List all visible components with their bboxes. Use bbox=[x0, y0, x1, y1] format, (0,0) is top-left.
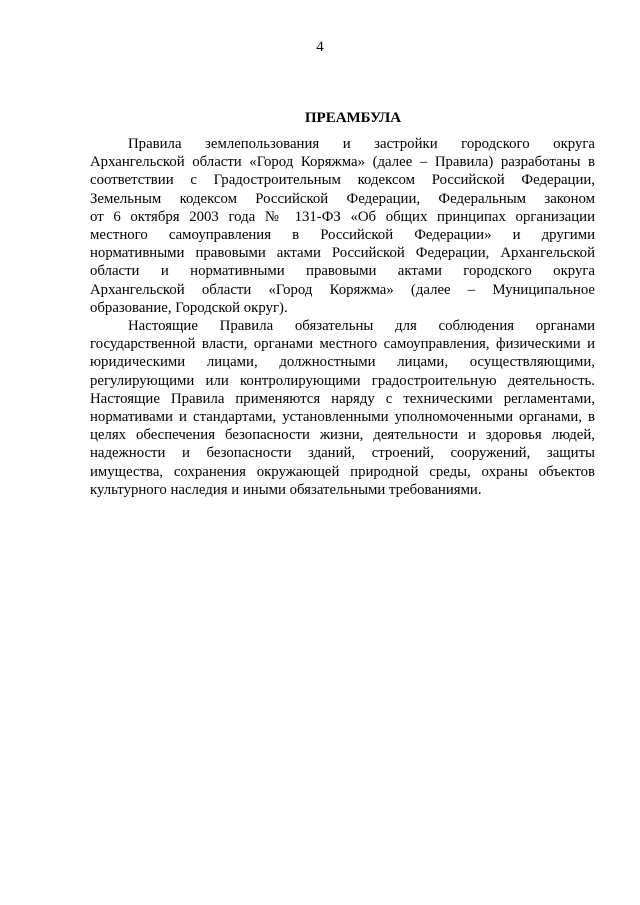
text-line: надежности и безопасности зданий, строений, сооружений, защиты bbox=[90, 445, 595, 462]
text-line: нормативами и стандартами, установленными уполномоченными органами, в bbox=[90, 409, 595, 426]
text-line: образование, Городской округ). bbox=[90, 299, 288, 316]
paragraph-1 bbox=[90, 135, 595, 317]
text-line: местного самоуправления в Российской Федерации» и другими bbox=[90, 227, 595, 244]
text-line: Настоящие Правила применяются наряду с техническими регламентами, bbox=[90, 390, 595, 407]
text-line: нормативными правовыми актами Российской Федерации, Архангельской bbox=[90, 245, 595, 262]
text-line: регулирующими или контролирующими градостроительную деятельность. bbox=[90, 372, 595, 389]
text-line: юридическими лицами, должностными лицами, осуществляющими, bbox=[90, 354, 595, 371]
section-heading: ПРЕАМБУЛА bbox=[304, 110, 402, 126]
text-line: Настоящие Правила обязательны для соблюдения органами bbox=[128, 318, 595, 335]
text-line: от 6 октября 2003 года № 131-ФЗ «Об общих принципах организации bbox=[90, 208, 595, 225]
text-line: области и нормативными правовыми актами городского округа bbox=[90, 263, 595, 280]
text-line: Архангельской области «Город Коряжма» (далее – Муниципальное bbox=[90, 281, 595, 298]
text-line: культурного наследия и иными обязательными требованиями. bbox=[90, 481, 482, 498]
document-body bbox=[90, 135, 595, 499]
text-line: Земельным кодексом Российской Федерации, Федеральным законом bbox=[90, 190, 595, 207]
text-line: соответствии с Градостроительным кодексом Российской Федерации, bbox=[90, 172, 595, 189]
text-line: имущества, сохранения окружающей природной среды, охраны объектов bbox=[90, 463, 595, 480]
text-line: целях обеспечения безопасности жизни, деятельности и здоровья людей, bbox=[90, 427, 595, 444]
paragraph-2 bbox=[90, 317, 595, 499]
text-line: Архангельской области «Город Коряжма» (далее – Правила) разработаны в bbox=[90, 154, 595, 171]
page-number: 4 bbox=[316, 39, 324, 55]
text-line: государственной власти, органами местного самоуправления, физическими и bbox=[90, 336, 595, 353]
text-line: Правила землепользования и застройки городского округа bbox=[128, 136, 595, 152]
